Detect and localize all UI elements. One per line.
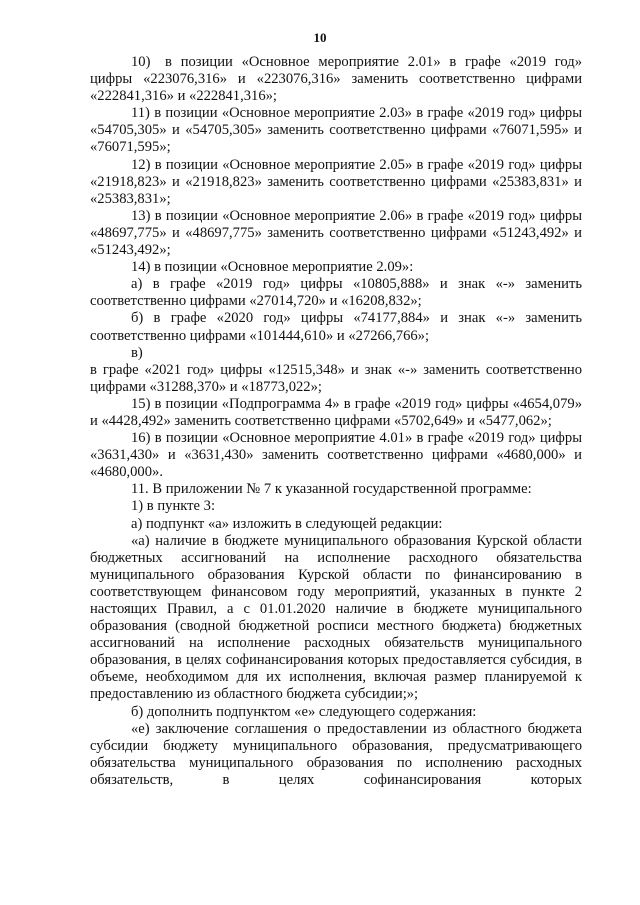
paragraph-item-14v-text: в графе «2021 год» цифры «12515,348» и знак «-» заменить соответственно цифрами «31288,370» и «18773,022»; <box>90 361 582 395</box>
paragraph-item-15: 15) в позиции «Подпрограмма 4» в графе «2019 год» цифры «4654,079» и «4428,492» заменить соответственно цифрами «5702,649» и «5477,062»; <box>90 395 582 429</box>
paragraph-item-16: 16) в позиции «Основное мероприятие 4.01» в графе «2019 год» цифры «3631,430» и «3631,430» заменить соответственно цифрами «4680,000» и «4680,000». <box>90 430 582 481</box>
section-11-subpoint-b: б) дополнить подпунктом «е» следующего содержания: <box>131 703 477 720</box>
document-body <box>90 54 582 789</box>
paragraph-item-13: 13) в позиции «Основное мероприятие 2.06» в графе «2019 год» цифры «48697,775» и «48697,775» заменить соответственно цифрами «51243,492» и «51243,492»; <box>90 207 582 259</box>
section-11-subpoint-b-quote: «е) заключение соглашения о предоставлении из областного бюджета субсидии бюджету муниципального образования, предусматривающего обязательства муниципального образования по исполнению расходных обязательств, в целях софинансирования которых <box>90 720 582 788</box>
section-11-heading: 11. В приложении № 7 к указанной государственной программе: <box>131 481 532 498</box>
section-11-point-1: 1) в пункте 3: <box>131 498 216 515</box>
paragraph-item-14b: б) в графе «2020 год» цифры «74177,884» и знак «-» заменить соответственно цифрами «101444,610» и «27266,766»; <box>90 310 582 344</box>
paragraph-item-14v-label: в) <box>131 344 143 361</box>
paragraph-item-10: 10) в позиции «Основное мероприятие 2.01» в графе «2019 год» цифры «223076,316» и «223076,316» заменить соответственно цифрами «222841,316» и «222841,316»; <box>90 54 582 105</box>
paragraph-item-14a: а) в графе «2019 год» цифры «10805,888» и знак «-» заменить соответственно цифрами «27014,720» и «16208,832»; <box>90 276 582 310</box>
section-11-subpoint-a-quote: «а) наличие в бюджете муниципального образования Курской области бюджетных ассигнований на исполнение расходного обязательства муниципального образования Курской области по финансированию в соответствующем финансовом году мероприятий, указанных в пункте 2 настоящих Правил, а с 01.01.2020 наличие в бюджете муниципального образования (сводной бюджетной росписи местного бюджета) бюджетных ассигнований на исполнение расходных обязательств муниципального образования, в целях софинансирования которых предоставляется субсидия, в объеме, необходимом для их исполнения, включая размер планируемой к предоставлению из областного бюджета субсидии;»; <box>90 532 582 703</box>
page-number: 10 <box>313 30 327 45</box>
paragraph-item-12: 12) в позиции «Основное мероприятие 2.05» в графе «2019 год» цифры «21918,823» и «21918,823» заменить соответственно цифрами «25383,831» и «25383,831»; <box>90 156 582 207</box>
paragraph-item-11: 11) в позиции «Основное мероприятие 2.03» в графе «2019 год» цифры «54705,305» и «54705,305» заменить соответственно цифрами «76071,595» и «76071,595»; <box>90 105 582 156</box>
paragraph-item-14: 14) в позиции «Основное мероприятие 2.09»: <box>131 259 414 276</box>
section-11-subpoint-a: а) подпункт «а» изложить в следующей редакции: <box>131 515 443 532</box>
